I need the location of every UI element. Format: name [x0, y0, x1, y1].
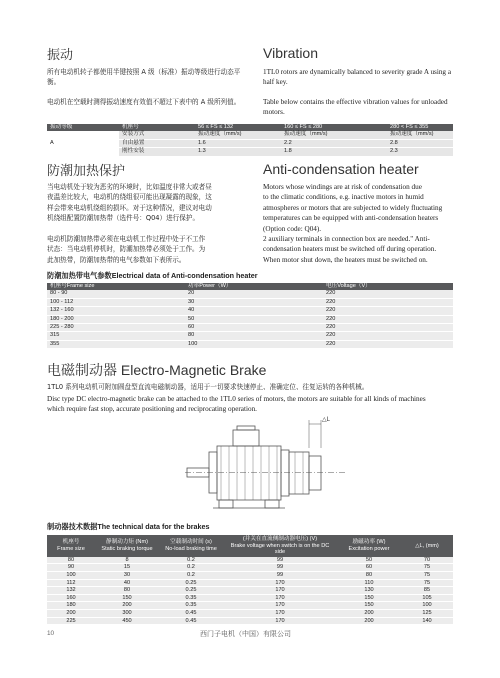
table-row — [47, 571, 453, 579]
table-header-cell: 功率Power（W） — [185, 283, 323, 290]
table-cell: 125 — [401, 609, 453, 617]
table-cell: 180 — [47, 602, 95, 610]
table-cell: 20 — [185, 290, 323, 298]
header-line: 励磁功率 (W) — [352, 539, 386, 546]
table-header-cell — [223, 535, 337, 557]
table-cell: 170 — [223, 587, 337, 595]
heater-table — [47, 283, 453, 349]
table-cell: 170 — [223, 579, 337, 587]
heater-table-caption: 防潮加热带电气参数Electrical data of Anti-condensation heater — [47, 271, 258, 280]
table-header-cell: 振动等级 — [47, 124, 119, 131]
vibration-para2-en: Table below contains the effective vibration values for unloaded motors. — [263, 98, 448, 117]
table-row — [47, 557, 453, 564]
table-cell: 220 — [323, 290, 453, 298]
vibration-para2-cn: 电动机在空载时测得振动速度有效值不超过下表中的 A 级所列值。 — [47, 98, 241, 106]
table-cell: 1.3 — [195, 148, 281, 156]
table-cell: 50 — [185, 315, 323, 323]
table-cell: 75 — [401, 571, 453, 579]
text-line: 机绕组配置防潮加热带（选件号：Q04）进行保护。 — [47, 214, 200, 223]
table-cell: 1.6 — [195, 139, 281, 147]
header-line: (并关在直流侧制动器电压) (V) — [242, 536, 318, 542]
heater-para-cn — [47, 182, 257, 265]
table-cell: 200 — [95, 602, 159, 610]
table-row — [47, 617, 453, 625]
table-header-cell — [401, 535, 453, 557]
heater-para-en — [263, 182, 463, 265]
table-header-cell: 机座号 — [119, 124, 195, 131]
table-cell: 100 — [185, 340, 323, 348]
header-line: Frame size — [57, 545, 85, 552]
text-line: which require fast stop, accurate positioning and reciprocating operation. — [47, 405, 257, 414]
table-cell: 225 - 280 — [47, 324, 185, 332]
table-cell: 75 — [401, 579, 453, 587]
table-row — [47, 587, 453, 595]
table-cell: 220 — [323, 315, 453, 323]
table-cell: 75 — [401, 564, 453, 572]
table-cell: 220 — [323, 324, 453, 332]
table-cell: 105 — [401, 594, 453, 602]
header-line: No-load braking time — [165, 545, 217, 552]
brake-title: 电磁制动器 Electro-Magnetic Brake — [47, 362, 267, 378]
text-line: 状态：当电动机停机时，防潮加热带必须处于工作。为 — [47, 245, 206, 254]
table-cell: 220 — [323, 332, 453, 340]
heater-title-en: Anti-condensation heater — [263, 161, 419, 177]
table-cell: 170 — [223, 609, 337, 617]
table-cell: 70 — [401, 557, 453, 564]
table-row — [47, 290, 453, 298]
vibration-para1-en: 1TL0 rotors are dynamically balanced to severity grade A using a half key. — [263, 68, 452, 87]
table-cell: 300 — [95, 609, 159, 617]
vibration-grade-cell: A — [47, 131, 119, 156]
text-line: 此加热带，防潮加热带的电气参数如下表所示。 — [47, 255, 186, 264]
table-cell: 2.2 — [281, 139, 387, 147]
table-header-cell: 机座号Frame size — [47, 283, 185, 290]
motor-brake-drawing — [185, 418, 345, 518]
table-cell: 80 — [95, 587, 159, 595]
table-cell: 220 — [323, 340, 453, 348]
table-cell: 0.45 — [159, 617, 223, 625]
table-row — [47, 340, 453, 348]
vibration-title-en: Vibration — [263, 45, 319, 61]
company-name: 西门子电机（中国）有限公司 — [200, 630, 291, 638]
table-row — [47, 602, 453, 610]
text-line: temperatures can be equipped with anti-condensation heaters — [263, 214, 439, 223]
table-cell: 8 — [95, 557, 159, 564]
table-header-cell: 160 ≤ FS ≤ 280 — [281, 124, 387, 131]
table-cell: 99 — [223, 571, 337, 579]
table-header-row — [47, 283, 453, 290]
table-header-cell — [337, 535, 401, 557]
vibration-title-cn: 振动 — [47, 48, 74, 63]
table-cell: 15 — [95, 564, 159, 572]
table-cell: 自由悬置 — [119, 139, 195, 147]
table-cell: 132 - 160 — [47, 307, 185, 315]
table-cell: 200 — [47, 609, 95, 617]
table-cell: 0.45 — [159, 609, 223, 617]
table-row — [47, 594, 453, 602]
table-cell: 150 — [337, 594, 401, 602]
text-line: condensation heaters must be switched off during operation. — [263, 245, 437, 254]
vibration-table — [47, 124, 453, 157]
table-cell: 99 — [223, 564, 337, 572]
table-cell: 振动速度（mm/s) — [281, 131, 387, 139]
heater-title-cn: 防潮加热保护 — [47, 164, 126, 179]
table-cell: 200 — [337, 609, 401, 617]
table-row — [47, 579, 453, 587]
text-line: 当电动机处于较为恶劣的环境时，比如温度非常大或者昼 — [47, 183, 212, 191]
text-line: atmospheres or motors that are subjected to widely fluctuating — [263, 203, 443, 212]
text-line: 样会带来电动机绕组的损坏。对于这种情况，建议对电动 — [47, 203, 212, 212]
table-cell: 60 — [185, 324, 323, 332]
table-header-cell: 电压Voltage（V） — [323, 283, 453, 290]
table-cell: 160 — [47, 594, 95, 602]
table-cell: 130 — [337, 587, 401, 595]
table-row — [47, 609, 453, 617]
table-cell: 100 — [401, 602, 453, 610]
text-line: 电动机防潮加热带必须在电动机工作过程中处于不工作 — [47, 235, 206, 244]
header-line: Static braking torque — [101, 545, 153, 552]
table-cell: 150 — [95, 594, 159, 602]
table-cell: 450 — [95, 617, 159, 625]
table-row — [47, 298, 453, 306]
table-cell: 170 — [223, 602, 337, 610]
text-line: When motor shut down, the heaters must be switched on. — [263, 255, 428, 264]
table-cell: 112 — [47, 579, 95, 587]
table-cell: 225 — [47, 617, 95, 625]
header-line: △L, (mm) — [415, 542, 439, 549]
table-cell: 170 — [223, 594, 337, 602]
table-row — [47, 324, 453, 332]
table-cell: 85 — [401, 587, 453, 595]
brake-table — [47, 535, 453, 625]
text-line: to the climatic conditions, e.g. inactive motors in humid — [263, 193, 424, 202]
table-row — [47, 332, 453, 340]
text-line: (Option code: Q04). — [263, 224, 322, 233]
table-cell: 150 — [337, 602, 401, 610]
brake-para-en — [47, 394, 477, 415]
table-cell: 0.2 — [159, 557, 223, 564]
table-cell: 0.35 — [159, 594, 223, 602]
table-cell: 132 — [47, 587, 95, 595]
table-cell: 220 — [323, 298, 453, 306]
table-cell: 220 — [323, 307, 453, 315]
table-header-row — [47, 535, 453, 557]
table-cell: 1.8 — [281, 148, 387, 156]
table-cell: 0.25 — [159, 579, 223, 587]
table-cell: 99 — [223, 557, 337, 564]
table-cell: 80 — [185, 332, 323, 340]
dimension-label: △L — [322, 417, 330, 423]
table-header-cell: 280 < FS ≤ 355 — [387, 124, 453, 131]
table-cell: 0.2 — [159, 571, 223, 579]
table-row — [47, 315, 453, 323]
header-line: 空载制动时间 (s) — [170, 539, 212, 546]
table-cell: 200 — [337, 617, 401, 625]
table-cell: 0.2 — [159, 564, 223, 572]
table-cell: 30 — [95, 571, 159, 579]
header-line: Excitation power — [348, 545, 390, 552]
header-line: 静制动力矩 (Nm) — [106, 539, 148, 546]
table-cell: 100 - 112 — [47, 298, 185, 306]
header-line: 机座号 — [62, 539, 80, 546]
page-number: 10 — [47, 630, 55, 637]
table-cell: 80 — [337, 571, 401, 579]
table-cell: 0.35 — [159, 602, 223, 610]
text-line — [47, 224, 257, 234]
table-cell: 100 — [47, 571, 95, 579]
table-cell: 90 — [47, 564, 95, 572]
table-cell: 60 — [337, 564, 401, 572]
table-cell: 110 — [337, 579, 401, 587]
brake-para-cn: 1TL0 系列电动机可附加圆盘型直流电磁制动器，适用于一切要求快速停止、准确定位、往复运转的各种机械。 — [47, 383, 369, 391]
text-line: Disc type DC electro-magnetic brake can be attached to the 1TL0 series of motors, the motors are suitable for all kinds of machines — [47, 395, 426, 403]
table-cell: 50 — [337, 557, 401, 564]
table-cell: 140 — [401, 617, 453, 625]
table-cell: 315 — [47, 332, 185, 340]
table-cell: 180 - 200 — [47, 315, 185, 323]
table-cell: 40 — [185, 307, 323, 315]
table-cell: 170 — [223, 617, 337, 625]
table-header-cell — [47, 535, 95, 557]
header-line: Brake voltage when switch is on the DC side — [230, 542, 330, 556]
brake-table-caption: 制动器技术数据The technical data for the brakes — [47, 522, 210, 531]
text-line: Motors whose windings are at risk of condensation due — [263, 183, 422, 191]
text-line: 夜温差比较大，电动机的绕组很可能出现凝露的现象，这 — [47, 193, 212, 202]
table-cell: 355 — [47, 340, 185, 348]
table-cell: 安装方式 — [119, 131, 195, 139]
vibration-para1-cn: 所有电动机转子都使用半键按照 A 级（标准）振动等级进行动态平衡。 — [47, 68, 241, 87]
table-cell: 2.3 — [387, 148, 453, 156]
table-cell: 2.8 — [387, 139, 453, 147]
table-header-cell — [159, 535, 223, 557]
table-cell: 振动速度（mm/s) — [387, 131, 453, 139]
table-cell: 40 — [95, 579, 159, 587]
table-row — [47, 131, 453, 139]
table-header-cell: 56 ≤ FS ≤ 132 — [195, 124, 281, 131]
table-cell: 刚性安装 — [119, 148, 195, 156]
table-row — [47, 564, 453, 572]
table-cell: 0.25 — [159, 587, 223, 595]
table-header-cell — [95, 535, 159, 557]
text-line: 2 auxiliary terminals in connection box are needed." Anti- — [263, 235, 430, 244]
table-cell: 振动速度（mm/s) — [195, 131, 281, 139]
table-cell: 80 — [47, 557, 95, 564]
table-row — [47, 307, 453, 315]
table-cell: 80 - 90 — [47, 290, 185, 298]
table-cell: 30 — [185, 298, 323, 306]
